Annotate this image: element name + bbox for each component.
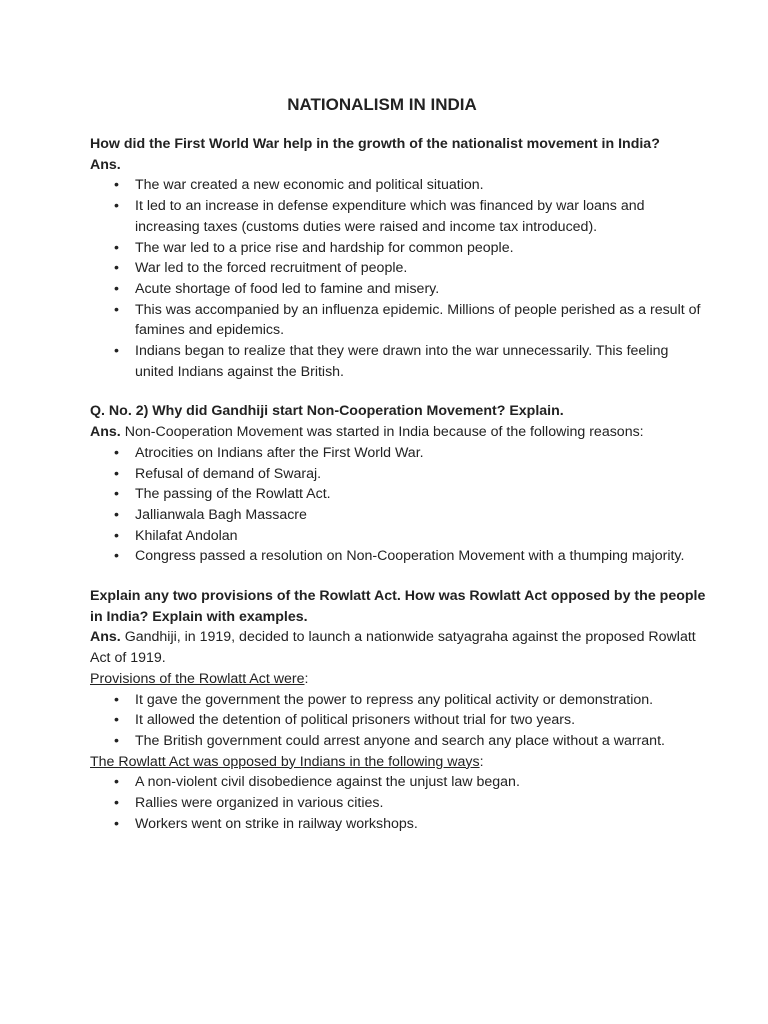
list-item: • It gave the government the power to repress any political activity or demonstration.	[135, 690, 708, 711]
opposed-colon: :	[479, 753, 484, 770]
answer-3-text: Gandhiji, in 1919, decided to launch a nationwide satyagraha against the proposed Rowlatt Act of 1919.	[90, 629, 696, 667]
list-item: • The British government could arrest anyone and search any place without a warrant.	[135, 731, 708, 752]
opposed-heading	[90, 752, 708, 773]
list-item: • Khilafat Andolan	[135, 526, 708, 547]
question-1-section	[90, 134, 708, 382]
opposed-list	[90, 772, 708, 834]
list-item: • A non-violent civil disobedience against the unjust law began.	[135, 772, 708, 793]
provisions-colon: :	[304, 670, 309, 687]
list-item: • The passing of the Rowlatt Act.	[135, 484, 708, 505]
question-3-text: Explain any two provisions of the Rowlatt Act. How was Rowlatt Act opposed by the people in India? Explain with examples.	[90, 588, 706, 625]
opposed-heading-text: The Rowlatt Act was opposed by Indians in the following ways	[90, 753, 480, 770]
provisions-heading-text: Provisions of the Rowlatt Act were	[90, 670, 305, 687]
provisions-heading	[90, 669, 708, 690]
list-item: • This was accompanied by an influenza epidemic. Millions of people perished as a result of famines and epidemics.	[135, 300, 708, 341]
answer-label: Ans.	[90, 424, 121, 441]
answer-1-label	[90, 155, 708, 176]
answer-2-intro	[90, 422, 708, 443]
answer-label: Ans.	[90, 156, 121, 173]
answer-3-intro	[90, 627, 708, 668]
question-3-section	[90, 586, 708, 834]
list-item: • Workers went on strike in railway workshops.	[135, 814, 708, 835]
list-item: • Indians began to realize that they were drawn into the war unnecessarily. This feeling united Indians against the British.	[135, 341, 708, 382]
list-item: • The war created a new economic and political situation.	[135, 175, 708, 196]
list-item: • Rallies were organized in various cities.	[135, 793, 708, 814]
question-2-section	[90, 401, 708, 567]
answer-1-list	[90, 175, 708, 382]
list-item: • War led to the forced recruitment of people.	[135, 258, 708, 279]
list-item: • Congress passed a resolution on Non-Cooperation Movement with a thumping majority.	[135, 546, 708, 567]
list-item: • Atrocities on Indians after the First World War.	[135, 443, 708, 464]
answer-label: Ans.	[90, 629, 121, 646]
provisions-list	[90, 690, 708, 752]
list-item: • The war led to a price rise and hardship for common people.	[135, 238, 708, 259]
list-item: • It allowed the detention of political prisoners without trial for two years.	[135, 710, 708, 731]
answer-2-text: Non-Cooperation Movement was started in India because of the following reasons:	[120, 424, 644, 441]
page-title: NATIONALISM IN INDIA	[287, 95, 477, 114]
question-1-text: How did the First World War help in the growth of the nationalist movement in India?	[90, 136, 660, 152]
answer-2-list	[90, 443, 708, 567]
list-item: • Acute shortage of food led to famine and misery.	[135, 279, 708, 300]
question-2-text: Q. No. 2) Why did Gandhiji start Non-Cooperation Movement? Explain.	[90, 403, 564, 420]
list-item: • Refusal of demand of Swaraj.	[135, 464, 708, 485]
list-item: • Jallianwala Bagh Massacre	[135, 505, 708, 526]
list-item: • It led to an increase in defense expenditure which was financed by war loans and increasing taxes (customs duties were raised and income tax introduced).	[135, 196, 708, 237]
